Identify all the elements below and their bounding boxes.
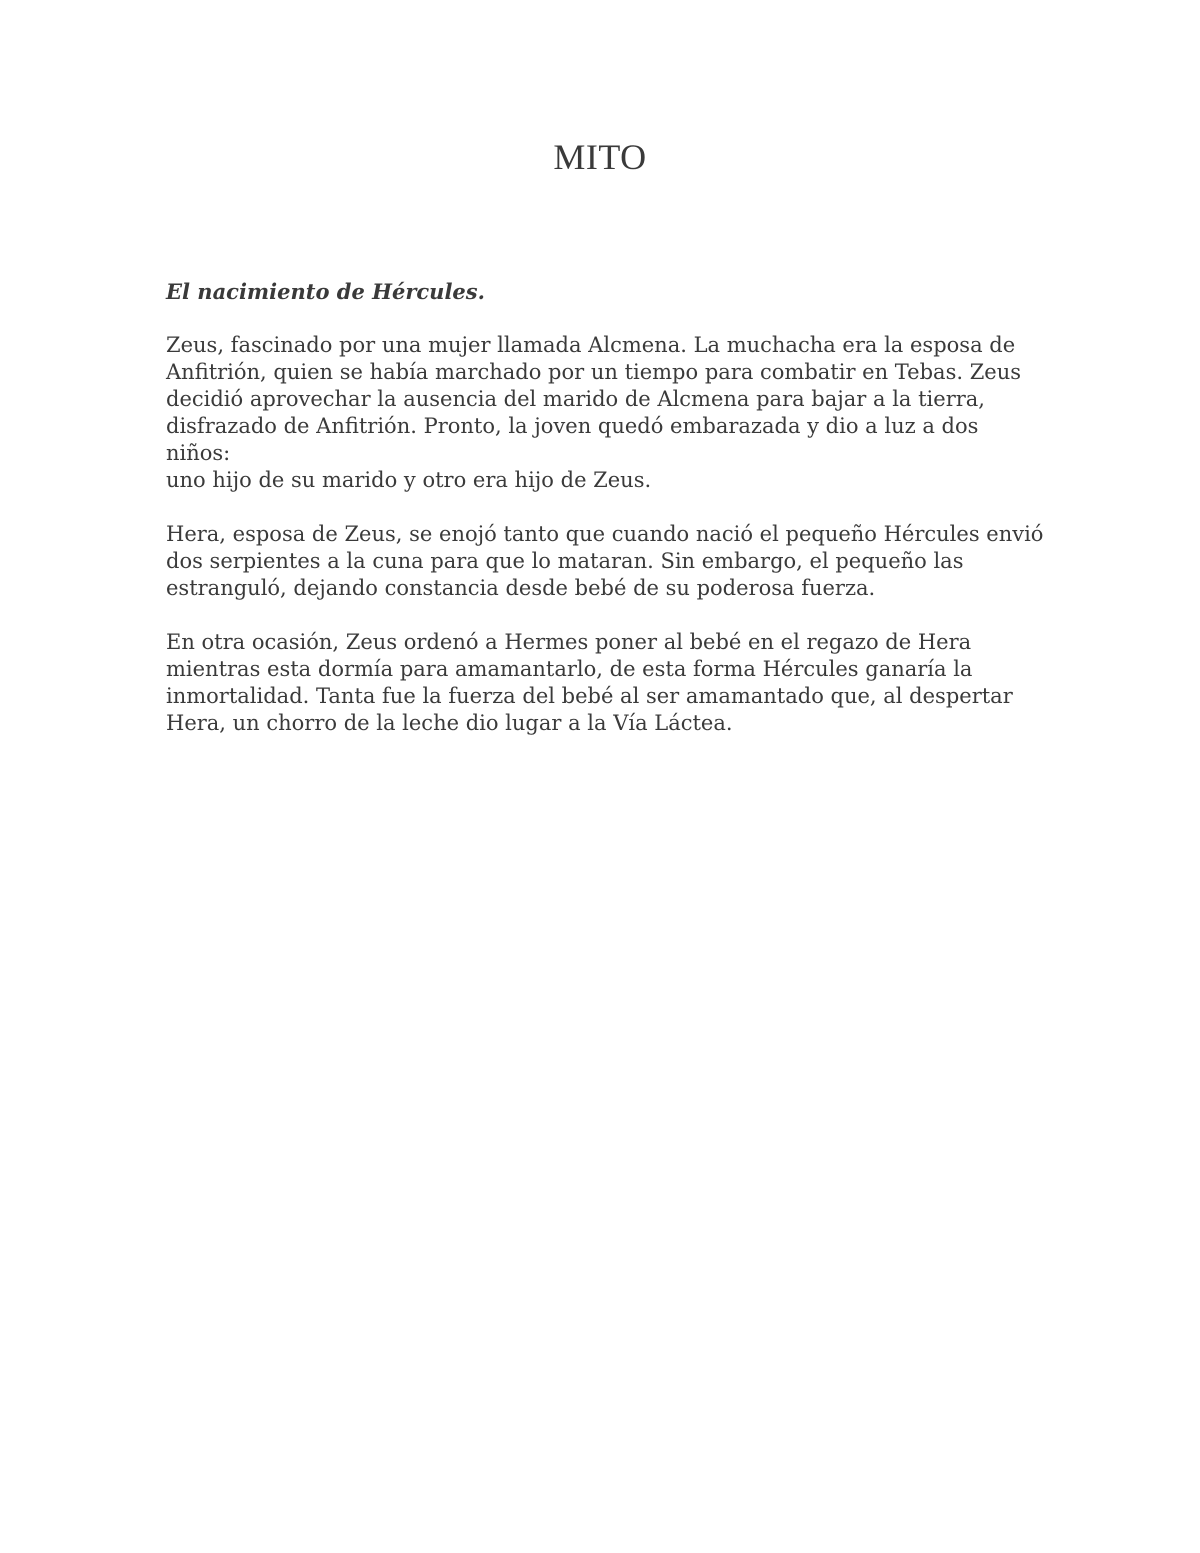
section-subtitle: El nacimiento de Hércules. — [166, 279, 485, 304]
paragraph-2: Hera, esposa de Zeus, se enojó tanto que cuando nació el pequeño Hércules envió dos serpientes a la cuna para que lo mataran. Sin embargo, el pequeño las estranguló, dejando constancia desde bebé de su poderosa fuerza. — [166, 522, 1044, 600]
document-title: MITO — [553, 137, 647, 177]
document-body — [166, 278, 1046, 764]
paragraph-1: Zeus, fascinado por una mujer llamada Alcmena. La muchacha era la esposa de Anfitrión, quien se había marchado por un tiempo para combatir en Tebas. Zeus decidió aprovechar la ausencia del marido de Alcmena para bajar a la tierra, disfrazado de Anfitrión. Pronto, la joven quedó embarazada y dio a luz a dos niños: uno hijo de su marido y otro era hijo de Zeus. — [166, 333, 1022, 492]
paragraph-3: En otra ocasión, Zeus ordenó a Hermes poner al bebé en el regazo de Hera mientras esta dormía para amamantarlo, de esta forma Hércules ganaría la inmortalidad. Tanta fue la fuerza del bebé al ser amamantado que, al despertar Hera, un chorro de la leche dio lugar a la Vía Láctea. — [166, 630, 1013, 735]
